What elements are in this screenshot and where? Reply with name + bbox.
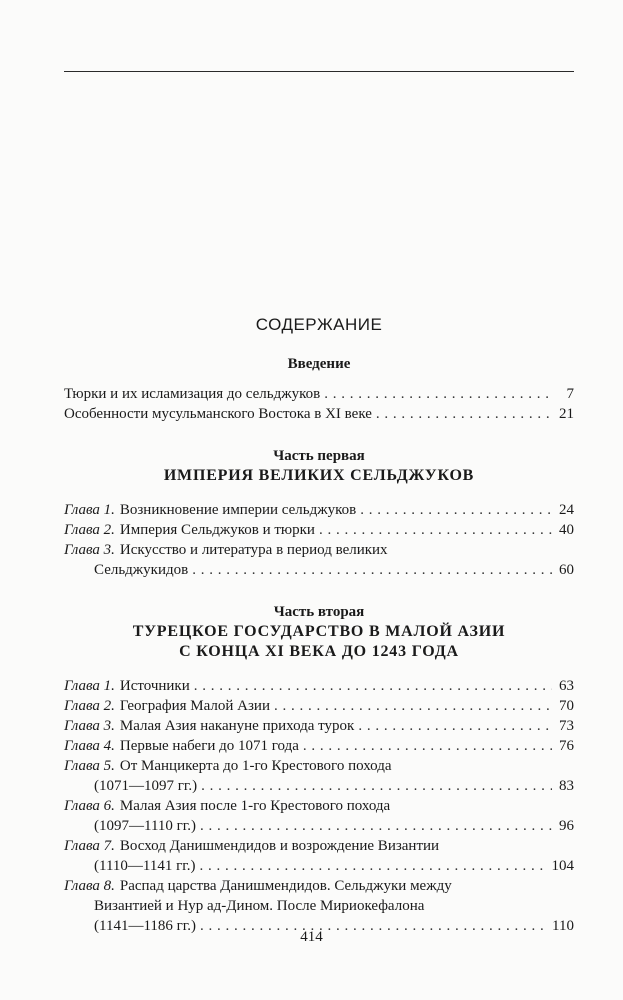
entry-title: География Малой Азии [119, 698, 270, 714]
dot-leader [199, 856, 547, 876]
entry-page: 104 [551, 858, 574, 874]
table-of-contents [64, 314, 574, 936]
entry-title: От Манцикерта до 1-го Крестового похода [119, 758, 392, 774]
entry-page: 21 [559, 406, 574, 422]
chapter-label: Глава 4. [64, 738, 115, 754]
entry-title: Источники [119, 678, 190, 694]
entry-title-continued: Сельджукидов [94, 562, 189, 578]
intro-heading: Введение [287, 356, 351, 372]
entry-title: Возникновение империи сельджуков [119, 502, 357, 518]
entry-title: Особенности мусульманского Востока в XI веке [64, 406, 372, 422]
entry-title-continued: Византией и Нур ад-Дином. После Мириокефалона [94, 898, 425, 914]
entry-title: Восход Данишмендидов и возрождение Византии [119, 838, 440, 854]
entry-page: 76 [559, 738, 574, 754]
entry-title-continued: (1110—1141 гг.) [94, 858, 196, 874]
entry-title: Малая Азия после 1-го Крестового похода [119, 798, 391, 814]
top-rule [64, 71, 574, 72]
dot-leader [319, 520, 552, 540]
dot-leader [324, 384, 552, 404]
part2-title-line2: С КОНЦА XI ВЕКА ДО 1243 ГОДА [179, 643, 459, 660]
dot-leader [358, 716, 552, 736]
entry-title: Малая Азия накануне прихода турок [119, 718, 355, 734]
toc-entry [64, 540, 574, 580]
toc-entry [64, 500, 574, 520]
dot-leader [274, 696, 552, 716]
chapter-label: Глава 3. [64, 542, 115, 558]
entry-title: Первые набеги до 1071 года [119, 738, 299, 754]
dot-leader [200, 816, 552, 836]
toc-entry [64, 736, 574, 756]
toc-entry [64, 520, 574, 540]
entry-title: Тюрки и их исламизация до сельджуков [64, 386, 321, 402]
entry-page: 70 [559, 698, 574, 714]
entry-title-continued: (1141—1186 гг.) [94, 918, 196, 934]
entry-page: 60 [559, 562, 574, 578]
dot-leader [360, 500, 552, 520]
toc-entry [64, 676, 574, 696]
entry-title: Империя Сельджуков и тюрки [119, 522, 315, 538]
chapter-label: Глава 2. [64, 698, 115, 714]
dot-leader [194, 676, 552, 696]
chapter-label: Глава 3. [64, 718, 115, 734]
dot-leader [303, 736, 552, 756]
entry-title-continued: (1071—1097 гг.) [94, 778, 198, 794]
entry-title: Искусство и литература в период великих [119, 542, 388, 558]
toc-entry [64, 404, 574, 424]
toc-entry [64, 796, 574, 836]
chapter-label: Глава 1. [64, 502, 115, 518]
entry-page: 96 [559, 818, 574, 834]
toc-entry [64, 696, 574, 716]
toc-entry [64, 876, 574, 936]
part2-label: Часть вторая [273, 604, 365, 620]
entry-page: 73 [559, 718, 574, 734]
entry-title: Распад царства Данишмендидов. Сельджуки между [119, 878, 452, 894]
page-number: 414 [300, 929, 323, 945]
chapter-label: Глава 8. [64, 878, 115, 894]
chapter-label: Глава 1. [64, 678, 115, 694]
chapter-label: Глава 5. [64, 758, 115, 774]
dot-leader [192, 560, 552, 580]
toc-entry [64, 836, 574, 876]
entry-page: 110 [552, 918, 574, 934]
toc-title: СОДЕРЖАНИЕ [255, 315, 383, 334]
dot-leader [376, 404, 552, 424]
dot-leader [201, 776, 552, 796]
entry-page: 63 [559, 678, 574, 694]
toc-entry [64, 716, 574, 736]
part2-title-line1: ТУРЕЦКОЕ ГОСУДАРСТВО В МАЛОЙ АЗИИ [132, 623, 506, 640]
entry-page: 83 [559, 778, 574, 794]
entry-page: 24 [559, 502, 574, 518]
toc-entry [64, 756, 574, 796]
entry-page: 7 [566, 386, 574, 402]
entry-title-continued: (1097—1110 гг.) [94, 818, 196, 834]
toc-entry [64, 384, 574, 404]
chapter-label: Глава 6. [64, 798, 115, 814]
entry-page: 40 [559, 522, 574, 538]
chapter-label: Глава 7. [64, 838, 115, 854]
chapter-label: Глава 2. [64, 522, 115, 538]
part1-label: Часть первая [273, 448, 365, 464]
part1-title: ИМПЕРИЯ ВЕЛИКИХ СЕЛЬДЖУКОВ [163, 467, 475, 484]
